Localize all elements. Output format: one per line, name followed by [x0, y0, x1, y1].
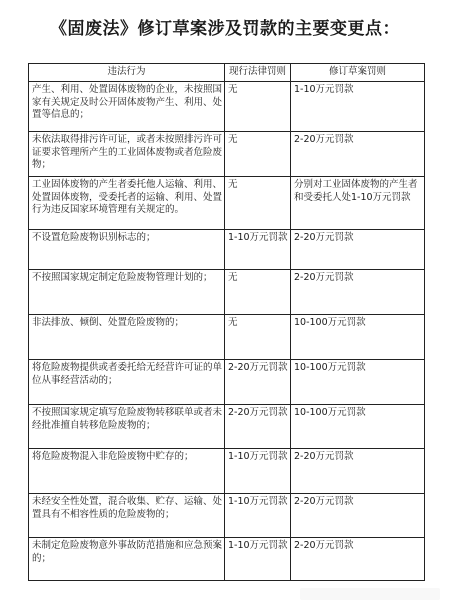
violation-cell: 产生、利用、处置固体废物的企业，未按照国家有关规定及时公开固体废物产生、利用、处置等信息的；: [29, 82, 225, 132]
draft-penalty-cell: 10-100万元罚款: [291, 315, 425, 360]
current-penalty-cell: 2-20万元罚款: [225, 405, 291, 449]
page-title: 《固废法》修订草案涉及罚款的主要变更点：: [50, 19, 400, 39]
violation-cell: 非法排放、倾倒、处置危险废物的；: [29, 315, 225, 360]
table-row: [29, 315, 425, 360]
draft-penalty-cell: 1-10万元罚款: [291, 82, 425, 132]
table-row: [29, 82, 425, 132]
violation-cell: 未经安全性处置，混合收集、贮存、运输、处置具有不相容性质的危险废物的；: [29, 494, 225, 538]
draft-penalty-cell: 2-20万元罚款: [291, 230, 425, 270]
header-violation: 违法行为: [29, 64, 225, 82]
draft-penalty-cell: 2-20万元罚款: [291, 449, 425, 494]
draft-penalty-cell: 2-20万元罚款: [291, 494, 425, 538]
table-row: [29, 405, 425, 449]
violation-cell: 未依法取得排污许可证，或者未按照排污许可证要求管理所产生的工业固体废物或者危险废物；: [29, 132, 225, 177]
table-row: [29, 449, 425, 494]
current-penalty-cell: 无: [225, 82, 291, 132]
table-row: [29, 132, 425, 177]
current-penalty-cell: 无: [225, 270, 291, 315]
current-penalty-cell: 1-10万元罚款: [225, 449, 291, 494]
draft-penalty-cell: 10-100万元罚款: [291, 360, 425, 405]
violation-cell: 不按照国家规定填写危险废物转移联单或者未经批准擅自转移危险废物的；: [29, 405, 225, 449]
current-penalty-cell: 1-10万元罚款: [225, 494, 291, 538]
draft-penalty-cell: 2-20万元罚款: [291, 270, 425, 315]
table-header-row: [29, 64, 425, 82]
violation-cell: 不设置危险废物识别标志的；: [29, 230, 225, 270]
current-penalty-cell: 2-20万元罚款: [225, 360, 291, 405]
watermark: [300, 588, 440, 600]
draft-penalty-cell: 2-20万元罚款: [291, 132, 425, 177]
current-penalty-cell: 无: [225, 177, 291, 230]
header-draft-penalty: 修订草案罚则: [291, 64, 425, 82]
current-penalty-cell: 无: [225, 132, 291, 177]
violation-cell: 工业固体废物的产生者委托他人运输、利用、处置固体废物，受委托者的运输、利用、处置行为违反国家环境管理有关规定的。: [29, 177, 225, 230]
table-row: [29, 177, 425, 230]
current-penalty-cell: 1-10万元罚款: [225, 230, 291, 270]
draft-penalty-cell: 2-20万元罚款: [291, 538, 425, 581]
table-row: [29, 230, 425, 270]
table-row: [29, 360, 425, 405]
header-current-penalty: 现行法律罚则: [225, 64, 291, 82]
violation-cell: 将危险废物提供或者委托给无经营许可证的单位从事经营活动的；: [29, 360, 225, 405]
table-row: [29, 270, 425, 315]
violation-cell: 将危险废物混入非危险废物中贮存的；: [29, 449, 225, 494]
current-penalty-cell: 1-10万元罚款: [225, 538, 291, 581]
violation-cell: 不按照国家规定制定危险废物管理计划的；: [29, 270, 225, 315]
violation-cell: 未制定危险废物意外事故防范措施和应急预案的；: [29, 538, 225, 581]
draft-penalty-cell: 10-100万元罚款: [291, 405, 425, 449]
current-penalty-cell: 无: [225, 315, 291, 360]
penalty-comparison-table: [28, 63, 425, 581]
table-row: [29, 538, 425, 581]
draft-penalty-cell: 分别对工业固体废物的产生者和受委托人处1-10万元罚款: [291, 177, 425, 230]
table-row: [29, 494, 425, 538]
